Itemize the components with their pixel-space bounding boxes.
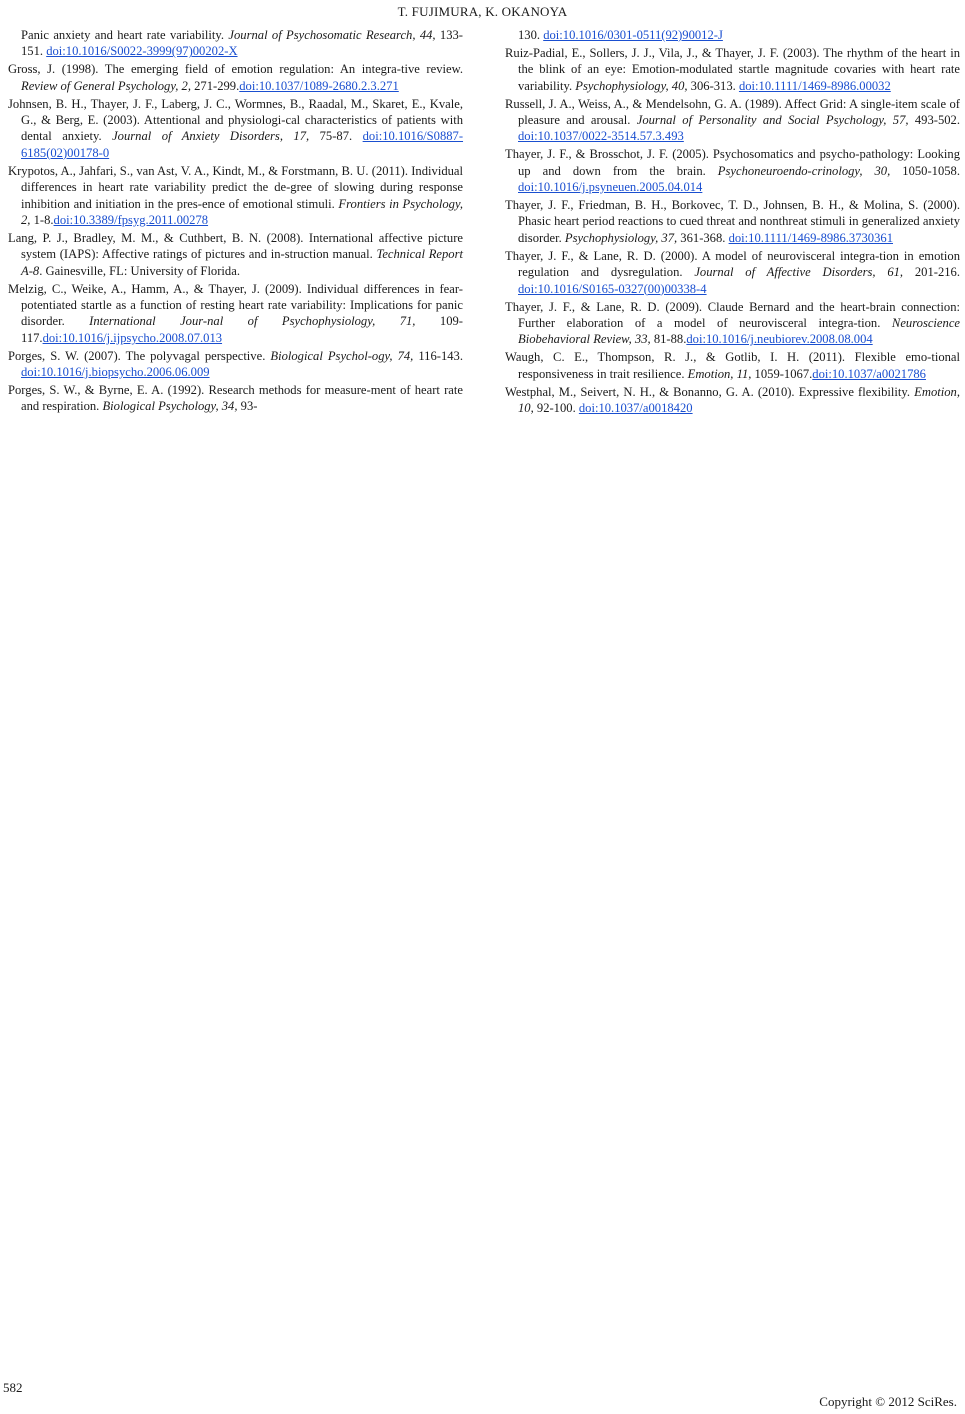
reference-journal: Journal of Psychosomatic Research, 44, bbox=[228, 28, 436, 42]
reference-pages: 109-117. bbox=[21, 314, 463, 345]
reference-journal: Emotion, 10, bbox=[518, 384, 960, 415]
doi-link[interactable]: doi:10.1111/1469-8986.3730361 bbox=[728, 230, 893, 245]
reference-pages: 271-299. bbox=[190, 78, 240, 93]
reference-journal: Journal of Anxiety Disorders, 17, bbox=[112, 129, 310, 144]
reference-journal: Emotion, 11, bbox=[687, 366, 752, 381]
reference-pages: 306-313. bbox=[687, 78, 739, 93]
reference-entry bbox=[8, 382, 463, 415]
reference-pages: 1-8. bbox=[30, 212, 54, 227]
doi-link[interactable]: doi:10.1037/1089-2680.2.3.271 bbox=[239, 78, 399, 93]
reference-text: Waugh, C. E., Thompson, R. J., & Gotlib, I. H. (2011). Flexible emo-tional responsiveness in trait resilience. bbox=[505, 350, 960, 381]
reference-entry bbox=[8, 27, 463, 60]
reference-journal: Psychophysiology, 37, bbox=[564, 230, 678, 245]
reference-pages: 75-87. bbox=[309, 129, 363, 144]
doi-link[interactable]: doi:10.1016/j.psyneuen.2005.04.014 bbox=[518, 180, 703, 195]
reference-entry bbox=[8, 348, 463, 381]
reference-pages: 493-502. bbox=[908, 113, 960, 128]
reference-journal: Neuroscience Biobehavioral Review, 33, bbox=[518, 315, 960, 347]
reference-entry bbox=[505, 146, 960, 195]
reference-journal: Psychoneuroendo-crinology, 30, bbox=[717, 163, 891, 178]
reference-pages: 133-151. bbox=[21, 28, 463, 59]
doi-link[interactable]: doi:10.1016/0301-0511(92)90012-J bbox=[543, 28, 723, 42]
reference-text: Russell, J. A., Weiss, A., & Mendelsohn, G. A. (1989). Affect Grid: A single-item scale of pleasure and arousal. bbox=[505, 96, 960, 128]
reference-journal: Biological Psychol-ogy, 74, bbox=[270, 348, 414, 363]
reference-text: Thayer, J. F., Friedman, B. H., Borkovec, T. D., Johnsen, B. H., & Molina, S. (2000). Phasic heart period reactions to cued threat and nonthreat stimuli in generalized anxiety disorder. bbox=[505, 198, 960, 245]
reference-text: Panic anxiety and heart rate variability. bbox=[21, 28, 229, 42]
reference-journal: Technical Report A-8 bbox=[21, 247, 463, 278]
reference-text: Melzig, C., Weike, A., Hamm, A., & Thayer, J. (2009). Individual differences in fear-potentiated startle as a function of resting heart rate variability: Implications for panic disorder. bbox=[8, 281, 463, 329]
reference-entry bbox=[505, 197, 960, 246]
reference-text: Johnsen, B. H., Thayer, J. F., Laberg, J. C., Wormnes, B., Raadal, M., Skaret, E., Kvale, G., & Berg, E. (2003). Attentional and physiologi-cal characteristics of patients with dental anxiety. bbox=[8, 96, 463, 144]
reference-journal: Frontiers in Psychology, 2, bbox=[21, 196, 463, 227]
reference-pages: 1050-1058. bbox=[890, 163, 960, 178]
reference-pages: 1059-1067. bbox=[751, 366, 813, 381]
doi-link[interactable]: doi:10.1016/S0887-6185(02)00178-0 bbox=[21, 129, 464, 160]
reference-journal: Review of General Psychology, 2, bbox=[21, 78, 191, 93]
doi-link[interactable]: doi:10.1037/0022-3514.57.3.493 bbox=[518, 129, 684, 144]
reference-entry bbox=[8, 230, 463, 279]
reference-text: Thayer, J. F., & Lane, R. D. (2000). A model of neurovisceral integra-tion in emotion regulation and dysregulation. bbox=[505, 248, 960, 280]
reference-journal: Journal of Affective Disorders, 61, bbox=[694, 265, 904, 280]
reference-text: Lang, P. J., Bradley, M. M., & Cuthbert, B. N. (2008). International affective picture system (IAPS): Affective ratings of pictures and in-struction manual. bbox=[8, 230, 463, 262]
doi-link[interactable]: doi:10.1016/j.biopsycho.2006.06.009 bbox=[21, 365, 210, 380]
page-number: 582 bbox=[3, 1380, 23, 1395]
reference-entry bbox=[505, 45, 960, 94]
doi-link[interactable]: doi:10.1037/a0018420 bbox=[578, 400, 693, 415]
references-right-column bbox=[505, 27, 960, 418]
reference-text: Porges, S. W., & Byrne, E. A. (1992). Research methods for measure-ment of heart rate and respiration. bbox=[8, 383, 463, 414]
reference-entry bbox=[505, 27, 960, 43]
reference-text: 130. bbox=[518, 28, 544, 42]
reference-entry bbox=[8, 61, 463, 94]
reference-pages: 361-368. bbox=[677, 230, 729, 245]
reference-pages: 93- bbox=[237, 399, 258, 414]
reference-journal: International Jour-nal of Psychophysiology, 71, bbox=[89, 314, 416, 329]
reference-text: Westphal, M., Seivert, N. H., & Bonanno, G. A. (2010). Expressive flexibility. bbox=[505, 384, 915, 399]
reference-text: Gross, J. (1998). The emerging field of emotion regulation: An integra-tive review. bbox=[8, 62, 463, 77]
reference-journal: Biological Psychology, 34, bbox=[102, 399, 238, 414]
reference-pages: . Gainesville, FL: University of Florida. bbox=[39, 263, 240, 278]
reference-entry bbox=[505, 248, 960, 297]
reference-pages: 92-100. bbox=[533, 400, 579, 415]
reference-entry bbox=[505, 349, 960, 382]
copyright-notice: Copyright © 2012 SciRes. bbox=[819, 1394, 957, 1409]
reference-text: Thayer, J. F., & Lane, R. D. (2009). Claude Bernard and the heart-brain connection: Further elaboration of a model of neurovisceral integra-tion. bbox=[505, 299, 960, 330]
reference-entry bbox=[505, 384, 960, 417]
reference-pages: 201-216. bbox=[903, 265, 960, 280]
reference-text: Thayer, J. F., & Brosschot, J. F. (2005). Psychosomatics and psycho-pathology: Looking up and down from the brain. bbox=[505, 147, 960, 178]
reference-text: Ruiz-Padial, E., Sollers, J. J., Vila, J., & Thayer, J. F. (2003). The rhythm of the heart in the blink of an eye: Emotion-modulated startle magnitude covaries with heart rate variability. bbox=[505, 45, 960, 93]
reference-journal: Psychophysiology, 40, bbox=[575, 78, 688, 93]
doi-link[interactable]: doi:10.3389/fpsyg.2011.00278 bbox=[53, 212, 209, 227]
references-left-column bbox=[8, 27, 463, 416]
reference-entry bbox=[8, 281, 463, 347]
reference-entry bbox=[505, 299, 960, 348]
doi-link[interactable]: doi:10.1016/S0022-3999(97)00202-X bbox=[46, 44, 238, 59]
doi-link[interactable]: doi:10.1016/S0165-0327(00)00338-4 bbox=[518, 281, 707, 296]
reference-text: Porges, S. W. (2007). The polyvagal perspective. bbox=[8, 348, 271, 363]
reference-journal: Journal of Personality and Social Psychology, 57, bbox=[636, 113, 909, 128]
reference-entry bbox=[8, 163, 463, 229]
doi-link[interactable]: doi:10.1016/j.neubiorev.2008.08.004 bbox=[686, 332, 873, 347]
reference-entry bbox=[505, 96, 960, 145]
reference-pages: 81-88. bbox=[650, 332, 687, 347]
doi-link[interactable]: doi:10.1037/a0021786 bbox=[812, 366, 926, 381]
running-head: T. FUJIMURA, K. OKANOYA bbox=[397, 4, 568, 19]
doi-link[interactable]: doi:10.1016/j.ijpsycho.2008.07.013 bbox=[42, 330, 223, 345]
reference-pages: 116-143. bbox=[413, 348, 464, 363]
reference-entry bbox=[8, 96, 463, 162]
reference-text: Krypotos, A., Jahfari, S., van Ast, V. A., Kindt, M., & Forstmann, B. U. (2011). Individual differences in heart rate variability predict the de-gree of slowing during response inhibition and initiation in the pres-ence of emotional stimuli. bbox=[8, 163, 463, 211]
doi-link[interactable]: doi:10.1111/1469-8986.00032 bbox=[738, 78, 891, 93]
